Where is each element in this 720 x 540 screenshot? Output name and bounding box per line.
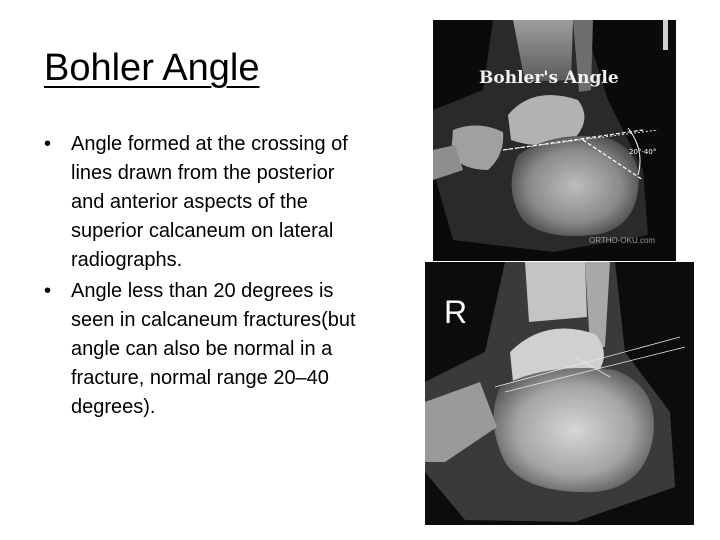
calcaneus-xray-image	[425, 262, 694, 525]
side-marker: R	[444, 294, 468, 330]
xray-illustration	[433, 20, 676, 261]
watermark-text: ORTHO-OKU.com	[589, 236, 656, 245]
bullet-text: Angle less than 20 degrees is seen in calcaneum fractures(but angle can also be normal in a fracture, normal range 20–40 degrees).	[71, 280, 356, 418]
angle-range-label: 20°-40°	[629, 148, 657, 156]
slide-title: Bohler Angle	[44, 47, 260, 89]
bullet-text: Angle formed at the crossing of lines drawn from the posterior and anterior aspects of the superior calcaneum on lateral radiographs.	[71, 133, 348, 271]
xray-caption: Bohler's Angle	[479, 68, 619, 88]
bullet-icon: •	[44, 133, 52, 155]
bullet-item	[44, 130, 360, 275]
bohler-angle-xray-image	[433, 20, 676, 261]
bullet-item	[44, 277, 360, 422]
bullet-icon: •	[44, 280, 52, 302]
bullet-list	[44, 130, 360, 424]
